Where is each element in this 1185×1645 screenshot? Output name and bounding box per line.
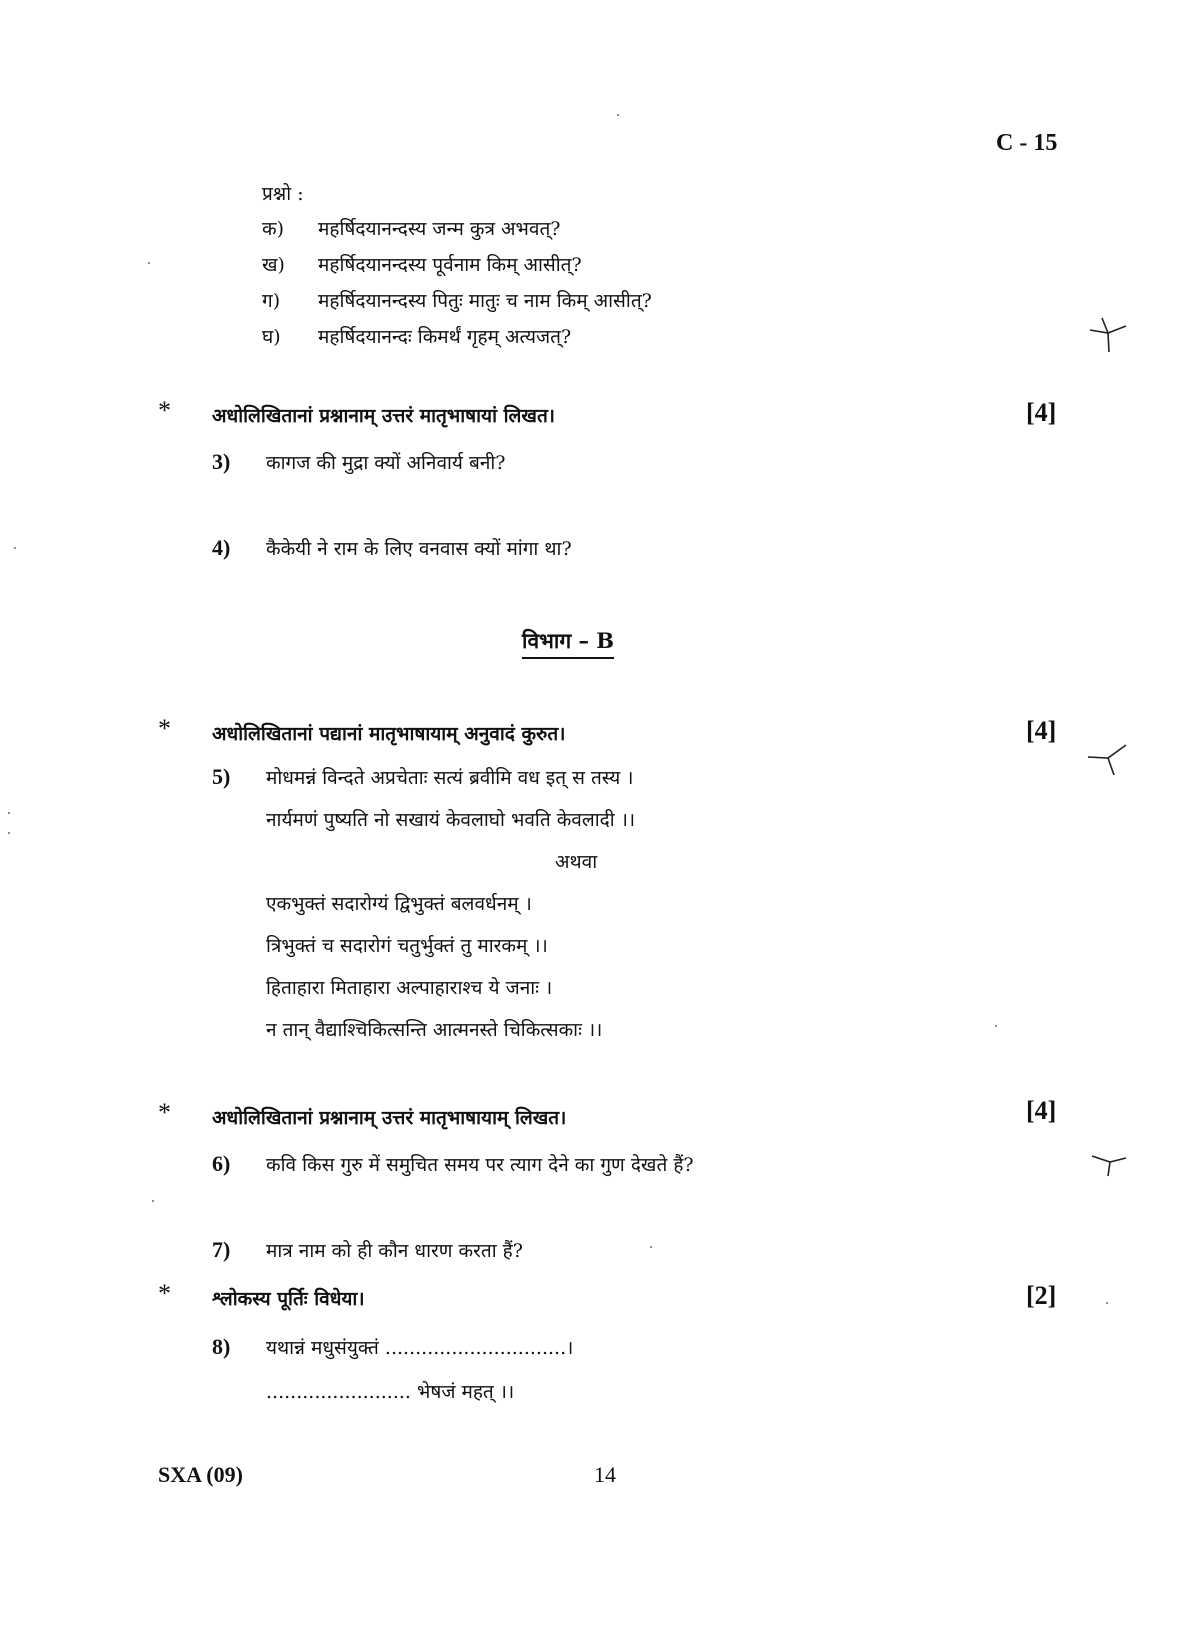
sub-question-label: ख) bbox=[262, 254, 285, 276]
marks-badge: [4] bbox=[1026, 398, 1057, 427]
verse-line: नार्यमणं पुष्यति नो सखायं केवलाघो भवति केवलादी ।। bbox=[266, 809, 636, 831]
page-code: C - 15 bbox=[996, 130, 1058, 156]
instruction-answer-mother-tongue: अधोलिखितानां प्रश्नानाम् उत्तरं मातृभाषायाम् लिखत। bbox=[212, 1107, 567, 1129]
question-number: 8) bbox=[212, 1334, 231, 1359]
sub-question-label: क) bbox=[262, 218, 285, 240]
question-number: 6) bbox=[212, 1151, 231, 1176]
questions-heading: प्रश्नो : bbox=[262, 183, 304, 205]
section-b-title: विभाग – B bbox=[522, 627, 614, 659]
or-separator: अथवा bbox=[555, 851, 598, 873]
scan-mark-icon bbox=[1086, 735, 1130, 779]
sub-question-label: घ) bbox=[262, 326, 281, 348]
paper-code: SXA (09) bbox=[158, 1462, 243, 1487]
sub-question-text: महर्षिदयानन्दस्य पितुः मातुः च नाम किम् आसीत्? bbox=[318, 290, 652, 312]
question-text: कवि किस गुरु में समुचित समय पर त्याग देने का गुण देखते हैं? bbox=[266, 1154, 694, 1176]
verse-fill-line: ........................ भेषजं महत् ।। bbox=[266, 1381, 515, 1403]
sub-question-label: ग) bbox=[262, 290, 281, 312]
asterisk-marker: * bbox=[158, 714, 171, 743]
verse-line: एकभुक्तं सदारोग्यं द्विभुक्तं बलवर्धनम् । bbox=[266, 893, 532, 915]
question-number: 4) bbox=[212, 535, 231, 560]
asterisk-marker: * bbox=[158, 396, 171, 425]
instruction-translate-verses: अधोलिखितानां पद्यानां मातृभाषायाम् अनुवादं कुरुत। bbox=[212, 723, 566, 745]
marks-badge: [2] bbox=[1026, 1281, 1057, 1310]
verse-line: हिताहारा मिताहारा अल्पाहाराश्च ये जनाः । bbox=[266, 977, 553, 999]
sub-question-text: महर्षिदयानन्दस्य जन्म कुत्र अभवत्? bbox=[318, 218, 561, 240]
page-number: 14 bbox=[594, 1462, 616, 1487]
sub-question-text: महर्षिदयानन्दः किमर्थं गृहम् अत्यजत्? bbox=[318, 326, 572, 348]
marks-badge: [4] bbox=[1026, 716, 1057, 745]
question-text: कैकेयी ने राम के लिए वनवास क्यों मांगा था? bbox=[266, 538, 572, 560]
question-text: कागज की मुद्रा क्यों अनिवार्य बनी? bbox=[266, 452, 506, 474]
question-text: मात्र नाम को ही कौन धारण करता हैं? bbox=[266, 1240, 523, 1262]
instruction-complete-verse: श्लोकस्य पूर्तिः विधेया। bbox=[212, 1288, 365, 1310]
instruction-answer-mother-tongue: अधोलिखितानां प्रश्नानाम् उत्तरं मातृभाषायां लिखत। bbox=[212, 405, 555, 427]
question-number: 7) bbox=[212, 1237, 231, 1262]
verse-line: त्रिभुक्तं च सदारोगं चतुर्भुक्तं तु मारकम् ।। bbox=[266, 935, 548, 957]
scan-mark-icon bbox=[1086, 312, 1130, 356]
scan-mark-icon bbox=[1090, 1142, 1130, 1182]
question-number: 3) bbox=[212, 449, 231, 474]
sub-question-text: महर्षिदयानन्दस्य पूर्वनाम किम् आसीत्? bbox=[318, 254, 582, 276]
question-number: 5) bbox=[212, 764, 231, 789]
asterisk-marker: * bbox=[158, 1098, 171, 1127]
verse-line: न तान् वैद्याश्चिकित्सन्ति आत्मनस्ते चिकित्सकाः ।। bbox=[266, 1019, 603, 1041]
verse-fill-line: यथान्नं मधुसंयुक्तं ..............................। bbox=[266, 1337, 574, 1359]
verse-line: मोधमन्नं विन्दते अप्रचेताः सत्यं ब्रवीमि वध इत् स तस्य । bbox=[266, 767, 634, 789]
marks-badge: [4] bbox=[1026, 1096, 1057, 1125]
asterisk-marker: * bbox=[158, 1279, 171, 1308]
